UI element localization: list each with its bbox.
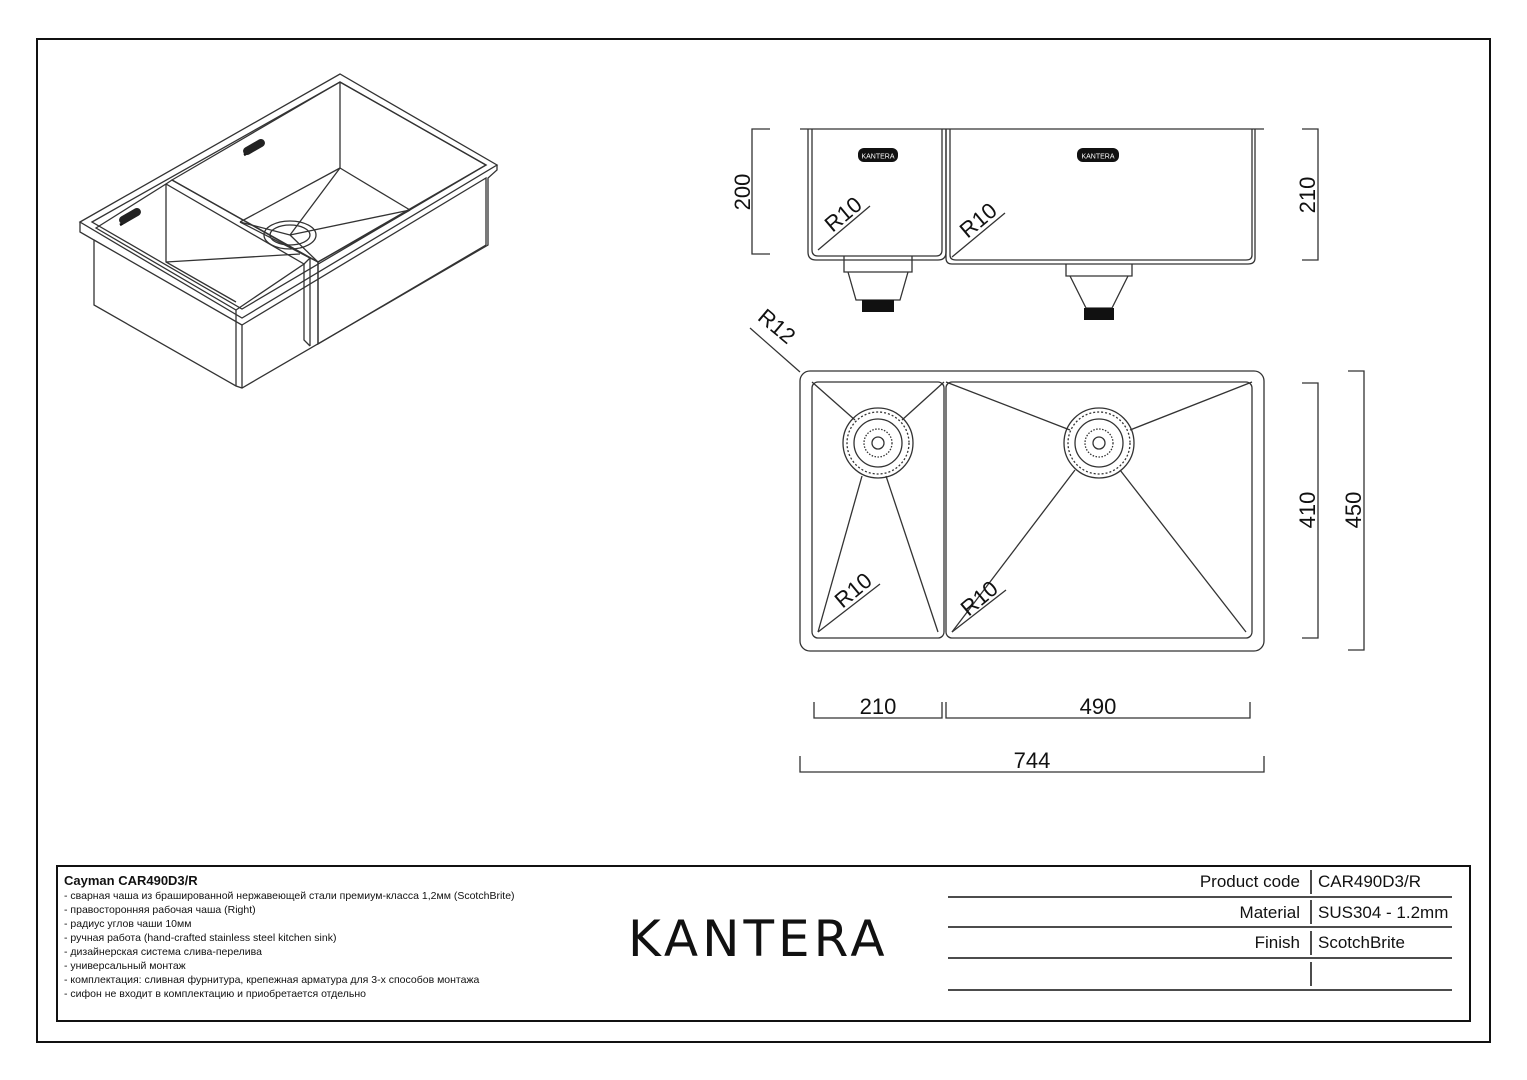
dim-radius-outer: R12 [753, 303, 801, 349]
dim-width-total: 744 [1013, 748, 1051, 773]
front-section-view [730, 129, 1320, 320]
dim-radius-front-left: R10 [819, 191, 867, 237]
spec-value-product-code: CAR490D3/R [1318, 872, 1421, 891]
spec-label-finish: Finish [1254, 933, 1300, 952]
feature-line: - радиус углов чаши 10мм [64, 918, 192, 930]
dim-width-right-bowl: 490 [1079, 694, 1117, 719]
feature-line: - сифон не входит в комплектацию и приобретается отдельно [64, 988, 366, 1000]
feature-line: - правосторонняя рабочая чаша (Right) [64, 904, 256, 916]
dim-depth-left: 200 [730, 173, 755, 211]
spec-value-material: SUS304 - 1.2mm [1318, 903, 1449, 922]
dim-width-left-bowl: 210 [859, 694, 897, 719]
spec-label-product-code: Product code [1199, 872, 1300, 891]
feature-line: - сварная чаша из брашированной нержавеющей стали премиум-класса 1,2мм (ScotchBrite) [64, 890, 515, 902]
dim-height-bowl: 410 [1295, 491, 1320, 529]
plan-view [750, 304, 1366, 773]
spec-label-material: Material [1239, 903, 1300, 922]
dim-radius-plan-left: R10 [829, 567, 877, 613]
feature-line: - комплектация: сливная фурнитура, крепежная арматура для 3-х способов монтажа [64, 974, 480, 986]
dim-radius-plan-right: R10 [955, 575, 1003, 621]
brand-logo: KANTERA [628, 910, 889, 968]
product-title: Cayman CAR490D3/R [64, 873, 198, 888]
isometric-view [80, 74, 497, 388]
spec-value-finish: ScotchBrite [1318, 933, 1405, 952]
feature-line: - универсальный монтаж [64, 960, 186, 972]
feature-line: - ручная работа (hand-crafted stainless steel kitchen sink) [64, 932, 337, 944]
dim-radius-front-right: R10 [954, 197, 1002, 243]
dim-height-total: 450 [1341, 491, 1366, 529]
description-block [64, 873, 624, 1001]
feature-line: - дизайнерская система слива-перелива [64, 946, 262, 958]
badge-left: KANTERA [861, 153, 895, 161]
dim-depth-right: 210 [1295, 176, 1320, 214]
badge-right: KANTERA [1081, 153, 1115, 161]
